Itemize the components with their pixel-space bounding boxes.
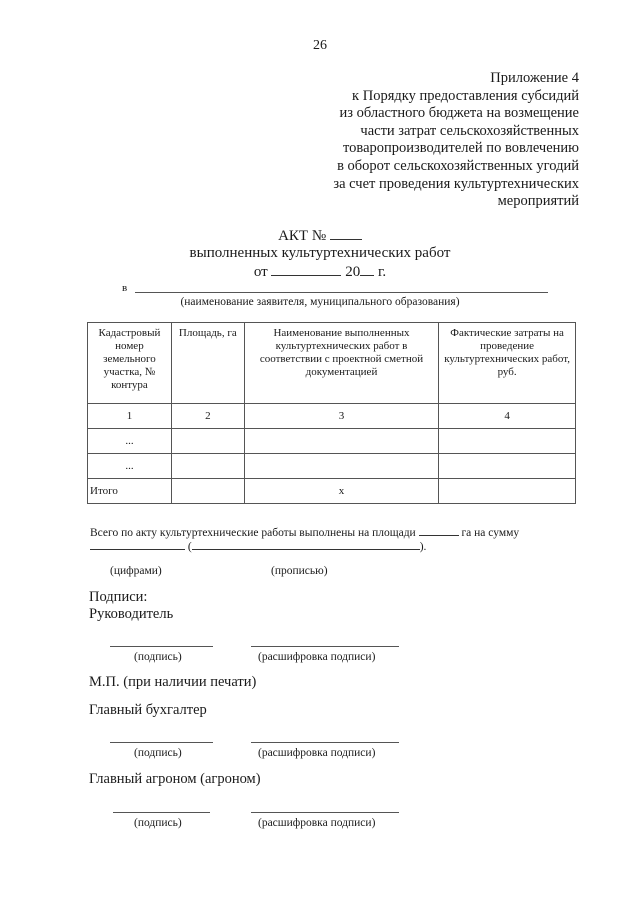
applicant-caption: (наименование заявителя, муниципального образования) bbox=[180, 296, 460, 308]
table-cell[interactable] bbox=[171, 429, 244, 454]
sum-digits-field[interactable] bbox=[90, 537, 185, 550]
header-cadastral: Кадастровый номер земельного участка, № контура bbox=[88, 323, 172, 404]
in-label: в bbox=[122, 282, 128, 294]
summary-text: Всего по акту культуртехнические работы выполнены на площади bbox=[90, 527, 416, 539]
summary-text-2: га на сумму bbox=[461, 527, 520, 539]
column-number: 4 bbox=[439, 404, 576, 429]
date-year: 20 bbox=[345, 264, 361, 280]
agronomist-signature-field[interactable] bbox=[113, 812, 210, 813]
table-cell[interactable]: ... bbox=[88, 429, 172, 454]
table-row bbox=[88, 429, 576, 454]
decoding-caption: (расшифровка подписи) bbox=[258, 817, 376, 829]
signature-caption: (подпись) bbox=[134, 651, 182, 663]
signature-caption: (подпись) bbox=[134, 747, 182, 759]
table-cell[interactable] bbox=[244, 454, 438, 479]
applicant-field[interactable] bbox=[135, 292, 548, 293]
table-header-row bbox=[88, 323, 576, 404]
sum-words-field[interactable] bbox=[192, 537, 420, 550]
table-row bbox=[88, 454, 576, 479]
act-number-field[interactable] bbox=[330, 227, 362, 240]
agronomist-decoding-field[interactable] bbox=[251, 812, 399, 813]
signatures-heading: Подписи: bbox=[89, 589, 148, 605]
column-number: 2 bbox=[171, 404, 244, 429]
total-costs-cell[interactable] bbox=[439, 479, 576, 504]
paren-close: ). bbox=[419, 541, 427, 553]
header-costs: Фактические затраты на проведение культуртехнических работ, руб. bbox=[439, 323, 576, 404]
accountant-decoding-field[interactable] bbox=[251, 742, 399, 743]
accountant-signature-field[interactable] bbox=[110, 742, 213, 743]
act-date-line bbox=[0, 263, 640, 281]
appendix-line: к Порядку предоставления субсидий bbox=[352, 87, 579, 104]
appendix-line: из областного бюджета на возмещение bbox=[339, 105, 579, 122]
stamp-note: М.П. (при наличии печати) bbox=[89, 674, 257, 690]
paren-open: ( bbox=[187, 541, 192, 553]
accountant-role: Главный бухгалтер bbox=[89, 702, 207, 718]
summary-line-2 bbox=[90, 537, 426, 553]
head-signature-field[interactable] bbox=[110, 646, 213, 647]
decoding-caption: (расшифровка подписи) bbox=[258, 651, 376, 663]
works-table bbox=[87, 322, 576, 504]
appendix-line: в оборот сельскохозяйственных угодий bbox=[337, 157, 579, 174]
appendix-line: Приложение 4 bbox=[490, 70, 579, 86]
area-total-field[interactable] bbox=[419, 523, 459, 536]
appendix-line: мероприятий bbox=[497, 193, 579, 210]
head-decoding-field[interactable] bbox=[251, 646, 399, 647]
total-area-cell[interactable] bbox=[171, 479, 244, 504]
agronomist-role: Главный агроном (агроном) bbox=[89, 771, 261, 787]
act-title bbox=[0, 227, 640, 245]
appendix-line: части затрат сельскохозяйственных bbox=[360, 122, 579, 139]
act-title-prefix: АКТ № bbox=[278, 228, 327, 244]
table-cell[interactable] bbox=[439, 454, 576, 479]
head-role: Руководитель bbox=[89, 606, 174, 622]
total-label: Итого bbox=[88, 479, 172, 504]
appendix-line: товаропроизводителей по вовлечению bbox=[343, 140, 579, 157]
date-field[interactable] bbox=[271, 263, 341, 276]
column-number: 1 bbox=[88, 404, 172, 429]
table-total-row bbox=[88, 479, 576, 504]
act-subtitle: выполненных культуртехнических работ bbox=[189, 245, 451, 261]
total-works-cell: x bbox=[244, 479, 438, 504]
column-number: 3 bbox=[244, 404, 438, 429]
appendix-line: за счет проведения культуртехнических bbox=[333, 175, 579, 192]
table-cell[interactable] bbox=[439, 429, 576, 454]
page-number: 26 bbox=[313, 38, 327, 53]
header-works: Наименование выполненных культуртехнических работ в соответствии с проектной сметной документацией bbox=[244, 323, 438, 404]
year-field[interactable] bbox=[360, 263, 374, 276]
digits-caption: (цифрами) bbox=[110, 565, 162, 577]
date-suffix: г. bbox=[377, 264, 387, 280]
date-prefix: от bbox=[253, 264, 268, 280]
table-cell[interactable] bbox=[171, 454, 244, 479]
signature-caption: (подпись) bbox=[134, 817, 182, 829]
words-caption: (прописью) bbox=[271, 565, 328, 577]
column-number-row bbox=[88, 404, 576, 429]
decoding-caption: (расшифровка подписи) bbox=[258, 747, 376, 759]
appendix-header bbox=[333, 70, 579, 211]
table-cell[interactable]: ... bbox=[88, 454, 172, 479]
table-cell[interactable] bbox=[244, 429, 438, 454]
header-area: Площадь, га bbox=[171, 323, 244, 404]
